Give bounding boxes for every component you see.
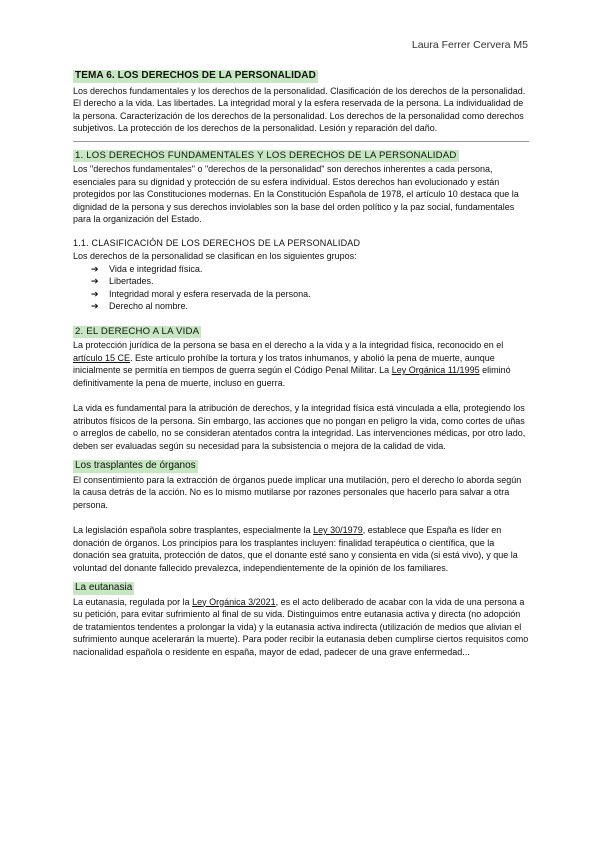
- list-item: [91, 300, 529, 313]
- list-item: [91, 263, 529, 276]
- author-header: Laura Ferrer Cervera M5: [411, 39, 528, 51]
- list-item: [91, 275, 529, 288]
- link-ley-organica-11-1995[interactable]: Ley Orgánica 11/1995: [391, 365, 480, 375]
- section-1-1-title: 1.1. CLASIFICACIÓN DE LOS DERECHOS DE LA PERSONALIDAD: [73, 237, 361, 248]
- link-ley-organica-3-2021[interactable]: Ley Orgánica 3/2021: [192, 596, 276, 607]
- section-2-title: [73, 326, 529, 339]
- rights-groups-list: [91, 263, 529, 313]
- list-item-label: Integridad moral y esfera reservada de la persona.: [109, 288, 311, 299]
- eutanasia-heading: La eutanasia: [75, 582, 133, 593]
- section-1-title-highlight: 1. LOS DERECHOS FUNDAMENTALES Y LOS DERECHOS DE LA PERSONALIDAD: [75, 149, 457, 161]
- arrow-icon: ➔: [91, 301, 99, 311]
- section-2-title-highlight: 2. EL DERECHO A LA VIDA: [75, 325, 200, 337]
- section-1-1-intro: Los derechos de la personalidad se clasifican en los siguientes grupos:: [73, 251, 357, 261]
- section-divider: [73, 141, 529, 142]
- arrow-icon: ➔: [91, 288, 99, 299]
- list-item: [91, 288, 529, 301]
- section-1-body: Los "derechos fundamentales" o "derechos de la personalidad" son derechos inherentes a cada persona, esenciales para su dignidad y protección de su esfera individual. Estos derechos han evolucionado y están protegidos por las Constituciones modernas. En la Constitución Española de 1978, el artículo 10 destaca que la dignidad de la persona y sus derechos inviolables son la base del orden político y la paz social, fundamentales para la organización del Estado.: [73, 164, 519, 224]
- document-content: [73, 70, 529, 658]
- tema-summary: Los derechos fundamentales y los derechos de la personalidad. Clasificación de los derechos de la personalidad. El derecho a la vida. Las libertades. La integridad moral y la esfera reservada de la persona. La individualidad de la persona. Caracterización de los derechos de la personalidad. Los derechos de la personalidad como derechos subjetivos. La protección de los derechos de la personalidad. Lesión y reparación del daño.: [73, 85, 526, 133]
- section-1-title: [73, 150, 529, 163]
- link-ley-30-1979[interactable]: Ley 30/1979: [313, 525, 363, 535]
- arrow-icon: ➔: [91, 276, 99, 286]
- section-2-paragraph-1: La protección jurídica de la persona se basa en el derecho a la vida y a la integridad física, reconocido en el artículo 15 CE. Este artículo prohíbe la tortura y los tratos inhumanos, y abolió la pena de muerte, aunque inicialmente se permitía en tiempos de guerra según el Código Penal Militar. La Ley Orgánica 11/1995 eliminó definitivamente la pena de muerte, incluso en guerra.: [73, 340, 511, 388]
- list-item-label: Vida e integridad física.: [109, 263, 203, 274]
- trasplantes-heading: Los trasplantes de órganos: [75, 460, 196, 471]
- tema-title-highlight: TEMA 6. LOS DERECHOS DE LA PERSONALIDAD: [75, 70, 316, 81]
- trasplantes-paragraph-1: El consentimiento para la extracción de órganos puede implicar una mutilación, pero el derecho lo aborda según la causa detrás de la acción. No es lo mismo mutilarse por razones personales que hacerlo para salvar a otra persona.: [73, 474, 522, 510]
- arrow-icon: ➔: [91, 263, 99, 274]
- link-articulo-15-ce[interactable]: artículo 15 CE: [73, 352, 131, 363]
- trasplantes-paragraph-2: La legislación española sobre trasplantes, especialmente la Ley 30/1979, establece que España es líder en donación de órganos. Los principios para los trasplantes incluyen: finalidad terapéutica o científica, que la donación sea gratuita, protección de datos, que el donante esté sano y consienta en vida (si está vivo), y que la voluntad del donante fallecido prevalezca, independientemente de la opinión de los familiares.: [73, 525, 518, 573]
- tema-title: [73, 70, 529, 83]
- list-item-label: Libertades.: [109, 276, 154, 286]
- list-item-label: Derecho al nombre.: [109, 301, 189, 311]
- eutanasia-paragraph-1: La eutanasia, regulada por la Ley Orgánica 3/2021, es el acto deliberado de acabar con la vida de una persona a su petición, para evitar sufrimiento al final de su vida. Distinguimos entre eutanasia activa y directa (no adopción de tratamientos tendentes a prolongar la vida) y la eutanasia activa indirecta (utilización de medios que alivian el sufrimiento aunque acelerarán la muerte). Para poder recibir la eutanasia deben cumplirse ciertos requisitos como nacionalidad española o residente en españa, mayor de edad, padecer de una grave enfermedad...: [73, 596, 529, 657]
- section-2-paragraph-2: La vida es fundamental para la atribución de derechos, y la integridad física está vinculada a ella, protegiendo los atributos físicos de la persona. Sin embargo, las acciones que no pongan en peligro la vida, como cortes de uñas o arreglos de cabello, no se consideran atentados contra la integridad. Las intervenciones médicas, por otro lado, deben ser evaluadas según su necesidad para la subsistencia o mejora de la calidad de vida.: [73, 403, 526, 451]
